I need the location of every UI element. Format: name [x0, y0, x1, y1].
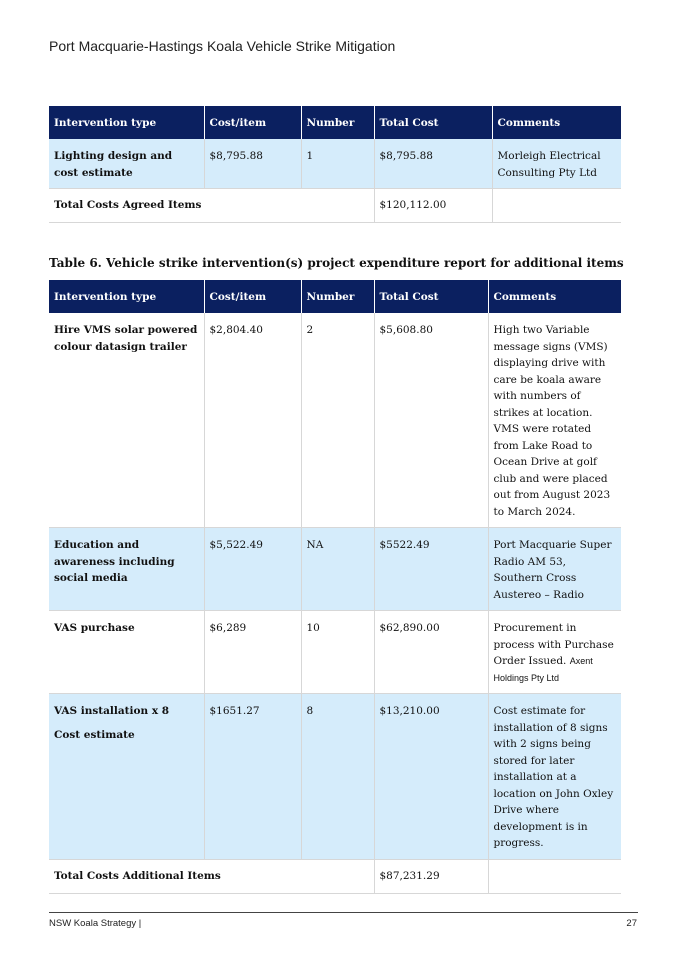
cell-cost-item: $5,522.49: [204, 528, 301, 611]
cell-comments: High two Variable message signs (VMS) displaying drive with care be koala aware with numbers of strikes at location. VMS were rotated from Lake Road to Ocean Drive at golf club and were placed out from August 2023 to March 2024.: [488, 313, 621, 528]
total-row: [49, 859, 621, 893]
col-header-number: Number: [301, 280, 374, 313]
cell-comments: Port Macquarie Super Radio AM 53, Southern Cross Austereo – Radio: [488, 528, 621, 611]
cell-number: NA: [301, 528, 374, 611]
agreed-items-table: [49, 106, 621, 223]
page-header-title: Port Macquarie-Hastings Koala Vehicle Strike Mitigation: [49, 38, 396, 54]
cell-number: 8: [301, 694, 374, 860]
cell-number: 10: [301, 611, 374, 694]
cell-total-cost: $8,795.88: [374, 139, 492, 189]
table-row: [49, 528, 621, 611]
cell-comments: [488, 611, 621, 694]
page-number: 27: [626, 918, 637, 929]
total-value: $87,231.29: [374, 859, 488, 893]
total-empty-cell: [488, 859, 621, 893]
col-header-comments: Comments: [488, 280, 621, 313]
cell-comments: Cost estimate for installation of 8 signs with 2 signs being stored for later installation at a location on John Oxley Drive where development is in progress.: [488, 694, 621, 860]
cell-number: 2: [301, 313, 374, 528]
intervention-type-label: VAS installation x 8: [54, 705, 170, 717]
col-header-total-cost: Total Cost: [374, 106, 492, 139]
cell-number: 1: [301, 139, 374, 189]
total-label: Total Costs Additional Items: [49, 859, 374, 893]
col-header-cost-item: Cost/item: [204, 106, 301, 139]
total-row: [49, 189, 621, 223]
cell-intervention-type: VAS purchase: [49, 611, 204, 694]
table-header-row: [49, 106, 621, 139]
cell-total-cost: $5522.49: [374, 528, 488, 611]
intervention-type-sublabel: Cost estimate: [54, 728, 135, 741]
footer-divider: [49, 912, 638, 913]
cell-intervention-type: Lighting design and cost estimate: [49, 139, 204, 189]
col-header-total-cost: Total Cost: [374, 280, 488, 313]
cell-total-cost: $13,210.00: [374, 694, 488, 860]
col-header-number: Number: [301, 106, 374, 139]
cell-intervention-type: [49, 694, 204, 860]
cell-intervention-type: Hire VMS solar powered colour datasign trailer: [49, 313, 204, 528]
cell-total-cost: $5,608.80: [374, 313, 488, 528]
cell-cost-item: $1651.27: [204, 694, 301, 860]
cell-comments: Morleigh Electrical Consulting Pty Ltd: [492, 139, 621, 189]
supplier-name: Axent Holdings Pty Ltd: [493, 656, 593, 683]
table-row: [49, 611, 621, 694]
table-row: [49, 694, 621, 860]
col-header-comments: Comments: [492, 106, 621, 139]
cell-intervention-type: Education and awareness including social media: [49, 528, 204, 611]
additional-items-table: [49, 280, 621, 894]
comments-text: Procurement in process with Purchase Order Issued.: [493, 622, 614, 667]
col-header-cost-item: Cost/item: [204, 280, 301, 313]
table-row: [49, 313, 621, 528]
table-header-row: [49, 280, 621, 313]
footer-label: NSW Koala Strategy |: [49, 918, 142, 929]
col-header-intervention-type: Intervention type: [49, 106, 204, 139]
total-label: Total Costs Agreed Items: [49, 189, 374, 223]
total-value: $120,112.00: [374, 189, 492, 223]
col-header-intervention-type: Intervention type: [49, 280, 204, 313]
cell-cost-item: $8,795.88: [204, 139, 301, 189]
cell-cost-item: $2,804.40: [204, 313, 301, 528]
table-row: [49, 139, 621, 189]
cell-cost-item: $6,289: [204, 611, 301, 694]
cell-total-cost: $62,890.00: [374, 611, 488, 694]
total-empty-cell: [492, 189, 621, 223]
table-caption: Table 6. Vehicle strike intervention(s) project expenditure report for additional items: [49, 256, 624, 270]
